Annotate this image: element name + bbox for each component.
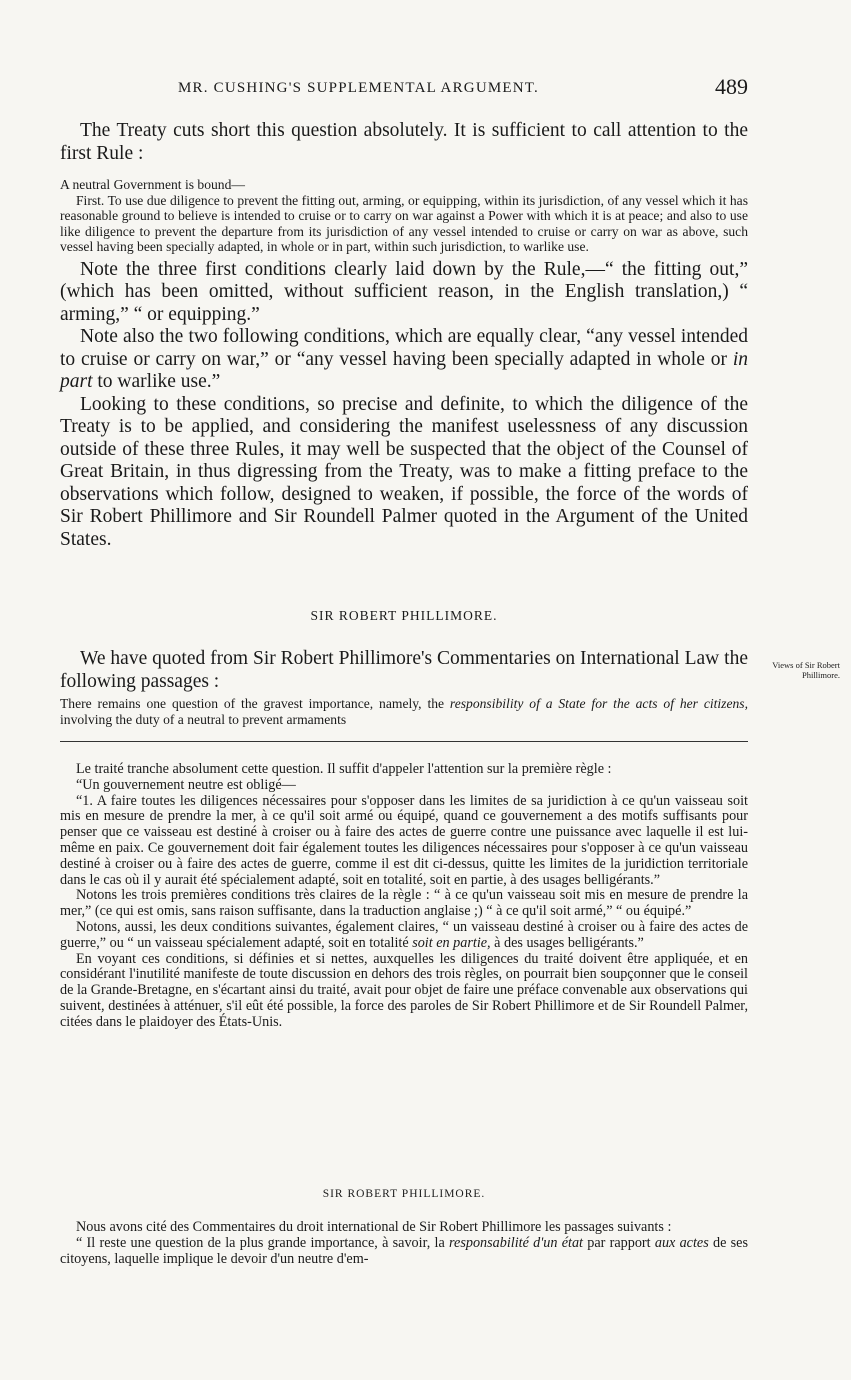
french-notons-three: Notons les trois premières conditions très claires de la règle : “ à ce qu'un vaisseau soit mis en mesure de prendre la mer,” (ce qui est omis, sans raison suffisante, dans la traduction anglaise ;) “ à ce qu'il soit armé,” “ ou équipé.”: [60, 887, 748, 920]
french-section-heading: [60, 1188, 748, 1200]
emphasis-soit-en-partie: soit en partie,: [412, 934, 491, 951]
emphasis-responsabilite: responsabilité d'un état: [449, 1234, 583, 1251]
remains-question-paragraph: There remains one question of the gravest importance, namely, the responsibility of a State for the acts of her citizens, involving the duty of a neutral to prevent armaments: [60, 696, 748, 727]
first-rule-quote: First. To use due diligence to prevent the fitting out, arming, or equipping, within its jurisdiction, of any vessel which it has reasonable ground to believe is intended to cruise or to carry on war against a Power with which it is at peace; and also to use like diligence to prevent the departure from its jurisdiction of any vessel intended to cruise or carry on war as above, such vessel having been specially adapted, in whole or in part, within such jurisdiction, to warlike use.: [60, 192, 748, 254]
english-section-heading: [60, 608, 748, 624]
quote-lead: A neutral Government is bound—: [60, 177, 245, 192]
emphasis-aux-actes: aux actes: [654, 1234, 709, 1251]
looking-paragraph: Looking to these conditions, so precise and definite, to which the diligence of the Treaty is to be applied, and considering the manifest uselessness of any discussion outside of these three Rules, it may well be suspected that the object of the Counsel of Great Britain, in thus digressing from the Treaty, was to make a fitting preface to the observations which follow, designed to weaken, if possible, the force of the words of Sir Robert Phillimore and Sir Roundell Palmer quoted in the Argument of the United States.: [60, 393, 748, 550]
english-phillimore-section: [60, 648, 748, 727]
french-heading: SIR ROBERT PHILLIMORE.: [322, 1188, 486, 1200]
margin-sidenote: Views of Sir Robert Phillimore.: [772, 660, 840, 680]
running-header: [60, 74, 748, 104]
french-reste: “ Il reste une question de la plus grande importance, à savoir, la responsabilité d'un état par rapport aux actes de ses citoyens, laquelle implique le devoir d'un neutre d'em-: [60, 1234, 748, 1267]
footnote-divider: [60, 741, 748, 742]
french-section: [60, 762, 748, 1031]
note-two-conditions: Note also the two following conditions, which are equally clear, “any vessel intended to cruise or carry on war,” or “any vessel having been specially adapted in whole or in part to warlike use.”: [60, 326, 748, 392]
french-rule-one: “1. A faire toutes les diligences nécessaires pour s'opposer dans les limites de sa juridiction à ce qu'un vaisseau soit mis en mesure de prendre la mer, à ce qu'il soit armé ou équipé, quand ce gouvernement a des motifs suffisants pour penser que ce vaisseau est destiné à croiser ou à faire des actes de guerre contre une puissance avec laquelle il est lui-même en paix. Ce gouvernement doit fair également toutes les diligences nécessaires pour s'opposer à ce qu'un vaisseau destiné à croiser ou à faire des actes de guerre, comme il est dit ci-dessus, quitte les limites de la juridiction territoriale dans le cas où il y aurait été spécialement adapté, soit en totalité, soit en partie, à des usages belligérants.”: [60, 792, 748, 888]
english-intro-paragraph: The Treaty cuts short this question absolutely. It is sufficient to call attention to the first Rule :: [60, 120, 748, 164]
french-intro: Le traité tranche absolument cette question. Il suffit d'appeler l'attention sur la première règle :: [76, 761, 612, 777]
french-notons-two: Notons, aussi, les deux conditions suivantes, également claires, “ un vaisseau destiné à croiser ou à faire des actes de guerre,” ou “ un vaisseau spécialement adapté, soit en totalité soit en partie, à des usages belligérants.”: [60, 918, 748, 951]
note-three-conditions: Note the three first conditions clearly laid down by the Rule,—“ the fitting out,” (which has been omitted, without sufficient reason, in the English translation,) “ arming,” “ or equipping.”: [60, 258, 748, 325]
french-voyant: En voyant ces conditions, si définies et si nettes, auxquelles les diligences du traité doivent être appliquée, et en considérant l'inutilité manifeste de toute discussion en dehors des trois règles, on pourrait bien soupçonner que le conseil de la Grande-Bretagne, en s'écartant ainsi du traité, avait pour objet de faire une préface convenable aux observations qui suivent, destinées à atténuer, s'il eût été possible, la force des paroles de Sir Robert Phillimore et de Sir Roundell Palmer, citées dans le plaidoyer des États-Unis.: [60, 950, 748, 1030]
french-nous: Nous avons cité des Commentaires du droit international de Sir Robert Phillimore les passages suivants :: [76, 1219, 672, 1235]
emphasis-responsibility: responsibility of a State for the acts of her citizens,: [449, 696, 748, 711]
page-number: 489: [715, 74, 748, 99]
emphasis-in-part: in part: [60, 348, 748, 392]
section-heading: SIR ROBERT PHILLIMORE.: [310, 608, 498, 623]
running-title: MR. CUSHING'S SUPPLEMENTAL ARGUMENT.: [178, 80, 539, 96]
english-section: [60, 120, 748, 551]
quoted-passages-paragraph: We have quoted from Sir Robert Phillimore's Commentaries on International Law the following passages :: [60, 648, 748, 692]
french-phillimore-section: [60, 1220, 748, 1267]
french-lead: “Un gouvernement neutre est obligé—: [76, 776, 296, 793]
